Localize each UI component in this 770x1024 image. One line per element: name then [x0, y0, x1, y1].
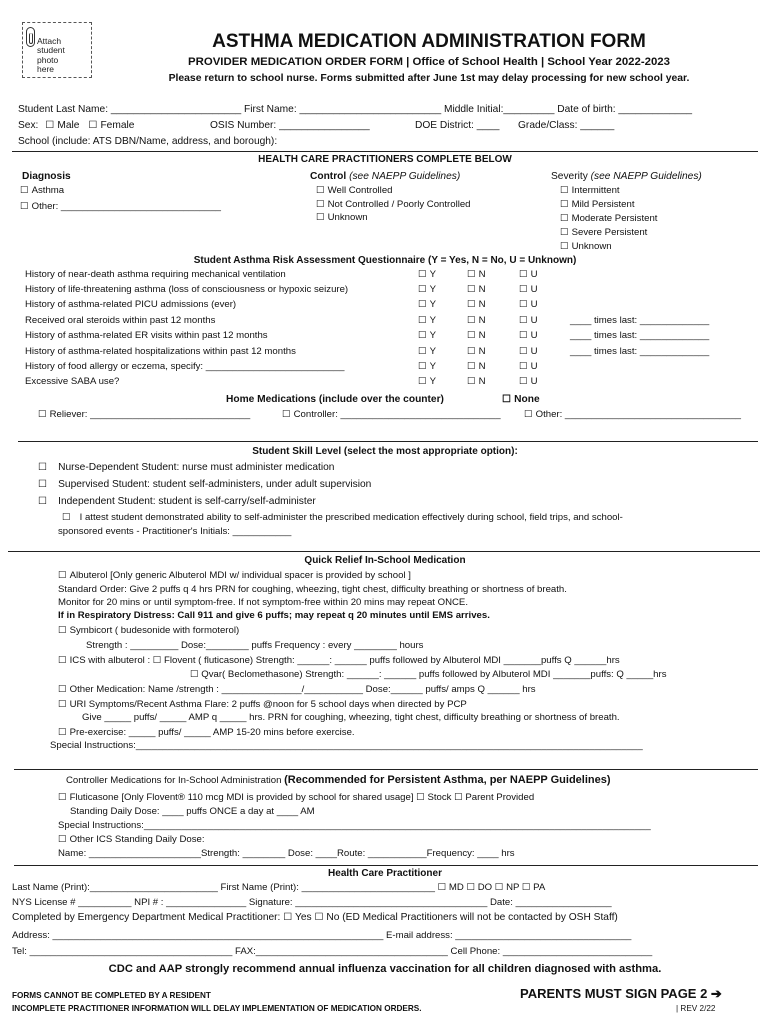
- risk-answer-n-checkbox[interactable]: [467, 284, 486, 296]
- other-ics-label: Other ICS Standing Daily Dose:: [69, 834, 205, 845]
- control-label: Control: [310, 171, 347, 182]
- school-field[interactable]: School (include: ATS DBN/Name, address, and borough):: [18, 136, 278, 147]
- reliever-field[interactable]: Reliever: ______________________________: [49, 409, 251, 420]
- risk-question: History of asthma-related ER visits within past 12 months: [25, 330, 268, 341]
- other-ics-name-line[interactable]: Name: _____________________Strength: ________ Dose: ____Route: ___________Frequency: ____ hrs: [58, 848, 515, 859]
- other-diagnosis-label: Other: ______________________________: [31, 201, 222, 212]
- risk-answer-n-checkbox[interactable]: [467, 330, 486, 342]
- doe-district-field[interactable]: DOE District: ____: [415, 120, 500, 131]
- risk-question: History of food allergy or eczema, specify: __________________________: [25, 361, 345, 372]
- ics-checkbox[interactable]: [58, 655, 620, 667]
- home-other-checkbox[interactable]: [524, 409, 741, 421]
- grade-field[interactable]: Grade/Class: ______: [518, 120, 615, 131]
- tel-line[interactable]: Tel: ______________________________________ FAX:____________________________________ Cell Phone: ____________________________: [12, 946, 653, 957]
- symbicort-checkbox[interactable]: [58, 625, 239, 637]
- skill-option-label: Nurse-Dependent Student: nurse must administer medication: [58, 462, 335, 473]
- sex-label: Sex:: [18, 120, 39, 131]
- risk-answer-u-checkbox[interactable]: [519, 299, 538, 311]
- control-option-label: Well Controlled: [327, 185, 393, 196]
- risk-answer-label: U: [530, 330, 538, 341]
- risk-answer-label: N: [478, 269, 486, 280]
- male-checkbox[interactable]: [45, 120, 57, 131]
- risk-answer-label: U: [530, 315, 538, 326]
- controller-title-normal: Controller Medications for In-School Administration: [66, 775, 282, 786]
- female-label: Female: [100, 120, 135, 131]
- skill-option-label: Supervised Student: student self-administers, under adult supervision: [58, 479, 372, 490]
- control-option-label: Not Controlled / Poorly Controlled: [327, 199, 471, 210]
- risk-question: Excessive SABA use?: [25, 376, 120, 387]
- control-guide: (see NAEPP Guidelines): [349, 171, 461, 182]
- risk-title: Student Asthma Risk Assessment Questionnaire (Y = Yes, N = No, U = Unknown): [193, 255, 577, 266]
- severity-guide: (see NAEPP Guidelines): [590, 171, 702, 182]
- give-line[interactable]: Give _____ puffs/ _____ AMP q _____ hrs. PRN for coughing, wheezing, tight chest, difficulty breathing or shortness of breath.: [82, 712, 620, 723]
- risk-answer-label: Y: [429, 330, 437, 341]
- skill-option-checkbox[interactable]: [38, 479, 371, 492]
- divider: [8, 551, 760, 552]
- asthma-label: Asthma: [31, 185, 65, 196]
- risk-answer-label: N: [478, 376, 486, 387]
- home-none-label: None: [514, 394, 540, 405]
- ics-line[interactable]: ICS with albuterol : ☐ Flovent ( fluticasone) Strength: ______: ______ puffs followed by Albuterol MDI _______puffs Q ______hrs: [69, 655, 620, 666]
- standard-order: Standard Order: Give 2 puffs q 4 hrs PRN for coughing, wheezing, tight chest, difficulty breathing or shortness of breath.: [58, 584, 567, 595]
- controller-title: [66, 774, 611, 788]
- skill-title: Student Skill Level (select the most appropriate option):: [252, 446, 518, 457]
- incomplete-notice: INCOMPLETE PRACTITIONER INFORMATION WILL DELAY IMPLEMENTATION OF MEDICATION ORDERS.: [12, 1004, 422, 1013]
- severity-heading: [551, 171, 702, 184]
- controller-special-instructions[interactable]: Special Instructions:_______________________________________________________________________________________________: [58, 820, 651, 831]
- severity-option[interactable]: [560, 241, 612, 253]
- risk-answer-u-checkbox[interactable]: [519, 330, 538, 342]
- other-med-checkbox[interactable]: [58, 684, 536, 696]
- controller-checkbox[interactable]: [282, 409, 501, 421]
- severity-option[interactable]: [560, 199, 635, 211]
- preex-checkbox[interactable]: [58, 727, 355, 739]
- risk-answer-label: N: [478, 284, 486, 295]
- risk-question: History of near-death asthma requiring mechanical ventilation: [25, 269, 286, 280]
- sex-row: [18, 120, 134, 133]
- divider: [12, 151, 758, 152]
- risk-answer-label: N: [478, 299, 486, 310]
- risk-answer-y-checkbox[interactable]: [418, 299, 436, 311]
- risk-answer-u-checkbox[interactable]: [519, 376, 538, 388]
- risk-answer-label: Y: [429, 284, 437, 295]
- risk-answer-n-checkbox[interactable]: [467, 299, 486, 311]
- home-other-field[interactable]: Other: _________________________________: [535, 409, 742, 420]
- severity-option-label: Unknown: [571, 241, 612, 252]
- other-diagnosis-checkbox[interactable]: [20, 201, 221, 213]
- risk-question: History of asthma-related PICU admissions (ever): [25, 299, 237, 310]
- cdc-recommendation: CDC and AAP strongly recommend annual influenza vaccination for all children diagnosed with asthma.: [108, 963, 662, 975]
- controller-field[interactable]: Controller: ______________________________: [293, 409, 501, 420]
- asthma-checkbox[interactable]: [20, 185, 64, 197]
- risk-answer-y-checkbox[interactable]: [418, 361, 436, 373]
- skill-option-checkbox[interactable]: [38, 496, 316, 509]
- risk-answer-y-checkbox[interactable]: [418, 269, 436, 281]
- symbicort-label: Symbicort ( budesonide with formoterol): [69, 625, 240, 636]
- practitioner-name-line[interactable]: Last Name (Print):________________________ First Name (Print): _________________________ ☐ MD ☐ DO ☐ NP ☐ PA: [12, 882, 546, 893]
- severity-option-label: Moderate Persistent: [571, 213, 658, 224]
- revision: | REV 2/22: [676, 1004, 716, 1013]
- risk-answer-n-checkbox[interactable]: [467, 361, 486, 373]
- risk-answer-n-checkbox[interactable]: [467, 315, 486, 327]
- risk-answer-u-checkbox[interactable]: [519, 315, 538, 327]
- risk-times-field[interactable]: ____ times last: _____________: [570, 330, 710, 341]
- risk-answer-label: N: [478, 330, 486, 341]
- risk-answer-n-checkbox[interactable]: [467, 346, 486, 358]
- divider: [14, 769, 758, 770]
- skill-option-checkbox[interactable]: [38, 462, 334, 475]
- risk-answer-label: U: [530, 361, 538, 372]
- divider: [18, 441, 758, 442]
- monitor-text: Monitor for 20 mins or until symptom-free. If not symptom-free within 20 mins may repeat ONCE.: [58, 597, 469, 608]
- risk-answer-label: Y: [429, 346, 437, 357]
- male-label: Male: [57, 120, 80, 131]
- risk-answer-u-checkbox[interactable]: [519, 346, 538, 358]
- paperclip-icon: [26, 27, 35, 47]
- symbicort-strength-line[interactable]: Strength : _________ Dose:________ puffs Frequency : every ________ hours: [86, 640, 424, 651]
- risk-answer-y-checkbox[interactable]: [418, 315, 436, 327]
- ed-practitioner-line[interactable]: Completed by Emergency Department Medical Practitioner: ☐ Yes ☐ No (ED Medical Practitioners will not be contacted by OSH Staff): [12, 912, 618, 923]
- control-option[interactable]: [316, 185, 392, 197]
- severity-label: Severity: [551, 171, 588, 182]
- risk-answer-label: Y: [429, 376, 437, 387]
- form-title: ASTHMA MEDICATION ADMINISTRATION FORM: [212, 31, 646, 52]
- risk-answer-label: Y: [429, 299, 437, 310]
- severity-option-label: Intermittent: [571, 185, 620, 196]
- control-option-label: Unknown: [327, 212, 368, 223]
- risk-answer-u-checkbox[interactable]: [519, 361, 538, 373]
- albuterol-label: Albuterol [Only generic Albuterol MDI w/ individual spacer is provided by school ]: [69, 570, 411, 581]
- control-heading: [310, 171, 460, 184]
- preex-line[interactable]: Pre-exercise: _____ puffs/ _____ AMP 15-20 mins before exercise.: [69, 727, 355, 738]
- form-subtitle: PROVIDER MEDICATION ORDER FORM | Office of School Health | School Year 2022-2023: [188, 56, 670, 68]
- female-checkbox[interactable]: [88, 120, 100, 131]
- risk-question: History of life-threatening asthma (loss of consciousness or hypoxic seizure): [25, 284, 349, 295]
- risk-answer-label: U: [530, 376, 538, 387]
- other-ics-checkbox[interactable]: [58, 834, 205, 846]
- home-meds-title: Home Medications (include over the counter): [226, 394, 444, 405]
- risk-answer-y-checkbox[interactable]: [418, 376, 436, 388]
- risk-times-field[interactable]: ____ times last: _____________: [570, 346, 710, 357]
- severity-option-label: Mild Persistent: [571, 199, 635, 210]
- risk-answer-y-checkbox[interactable]: [418, 284, 436, 296]
- risk-answer-n-checkbox[interactable]: [467, 376, 486, 388]
- albuterol-checkbox[interactable]: [58, 570, 411, 582]
- skill-option-label: Independent Student: student is self-carry/self-administer: [58, 496, 316, 507]
- risk-answer-label: U: [530, 299, 538, 310]
- risk-answer-label: N: [478, 315, 486, 326]
- risk-answer-label: Y: [429, 269, 437, 280]
- practitioner-title: Health Care Practitioner: [328, 868, 442, 879]
- control-option[interactable]: [316, 212, 368, 224]
- risk-answer-y-checkbox[interactable]: [418, 330, 436, 342]
- practitioner-license-line[interactable]: NYS License # __________ NPI # : _______________ Signature: ____________________________________ Date: __________________: [12, 897, 612, 908]
- risk-answer-label: U: [530, 269, 538, 280]
- controller-title-bold: (Recommended for Persistent Asthma, per NAEPP Guidelines): [284, 774, 611, 786]
- risk-answer-label: Y: [429, 361, 437, 372]
- control-option[interactable]: [316, 199, 471, 211]
- quick-title: Quick Relief In-School Medication: [304, 555, 466, 566]
- risk-answer-y-checkbox[interactable]: [418, 346, 436, 358]
- photo-note: Attach student photo here: [37, 36, 65, 75]
- severity-option[interactable]: [560, 185, 620, 197]
- attest-text: I attest student demonstrated ability to self-administer the prescribed medication effectively during school, field trips, and school-: [79, 512, 623, 523]
- risk-times-field[interactable]: ____ times last: _____________: [570, 315, 710, 326]
- reliever-checkbox[interactable]: [38, 409, 250, 421]
- address-line[interactable]: Address: ______________________________________________________________ E-mail address: _________________________________: [12, 930, 632, 941]
- risk-answer-label: N: [478, 361, 486, 372]
- severity-option[interactable]: [560, 227, 647, 239]
- severity-option[interactable]: [560, 213, 657, 225]
- risk-answer-label: U: [530, 346, 538, 357]
- risk-answer-label: U: [530, 284, 538, 295]
- parents-sign-notice: PARENTS MUST SIGN PAGE 2 ➔: [520, 986, 722, 1001]
- attest-checkbox[interactable]: [62, 512, 623, 524]
- osis-field[interactable]: OSIS Number: ________________: [210, 120, 370, 131]
- uri-checkbox[interactable]: [58, 699, 467, 711]
- risk-answer-label: Y: [429, 315, 437, 326]
- fluticasone-label: Fluticasone [Only Flovent® 110 mcg MDI is provided by school for shared usage] ☐ Stock ☐ Parent Provided: [69, 792, 535, 803]
- quick-special-instructions[interactable]: Special Instructions:_______________________________________________________________________________________________: [50, 740, 643, 751]
- distress-text: If in Respiratory Distress: Call 911 and give 6 puffs; may repeat q 20 minutes until EMS arrives.: [58, 610, 490, 621]
- risk-question: History of asthma-related hospitalizations within past 12 months: [25, 346, 296, 357]
- home-none-checkbox[interactable]: [502, 394, 540, 407]
- risk-question: Received oral steroids within past 12 months: [25, 315, 216, 326]
- risk-answer-u-checkbox[interactable]: [519, 284, 538, 296]
- diagnosis-label: Diagnosis: [22, 171, 71, 182]
- risk-answer-n-checkbox[interactable]: [467, 269, 486, 281]
- student-name-line[interactable]: Student Last Name: _______________________ First Name: _________________________ Middle Initial:_________ Date of birth: _____________: [18, 104, 693, 115]
- form-notice: Please return to school nurse. Forms submitted after June 1st may delay processing for new school year.: [168, 73, 690, 84]
- divider: [14, 865, 758, 866]
- risk-answer-u-checkbox[interactable]: [519, 269, 538, 281]
- daily-dose-line[interactable]: Standing Daily Dose: ____ puffs ONCE a day at ____ AM: [70, 806, 315, 817]
- resident-notice: FORMS CANNOT BE COMPLETED BY A RESIDENT: [12, 991, 211, 1000]
- severity-option-label: Severe Persistent: [571, 227, 648, 238]
- uri-text: URI Symptoms/Recent Asthma Flare: 2 puffs @noon for 5 school days when directed by PCP: [69, 699, 467, 710]
- attest-initials[interactable]: sponsored events - Practitioner's Initials: ___________: [58, 526, 292, 537]
- other-med-line[interactable]: Other Medication: Name /strength : _______________/___________ Dose:______ puffs/ amps Q ______ hrs: [69, 684, 536, 695]
- risk-answer-label: N: [478, 346, 486, 357]
- hcp-header: HEALTH CARE PRACTITIONERS COMPLETE BELOW: [258, 154, 512, 165]
- fluticasone-checkbox[interactable]: [58, 792, 534, 804]
- qvar-line[interactable]: ☐ Qvar( Beclomethasone) Strength: ______: ______ puffs followed by Albuterol MDI _______puffs: Q _____hrs: [190, 669, 667, 680]
